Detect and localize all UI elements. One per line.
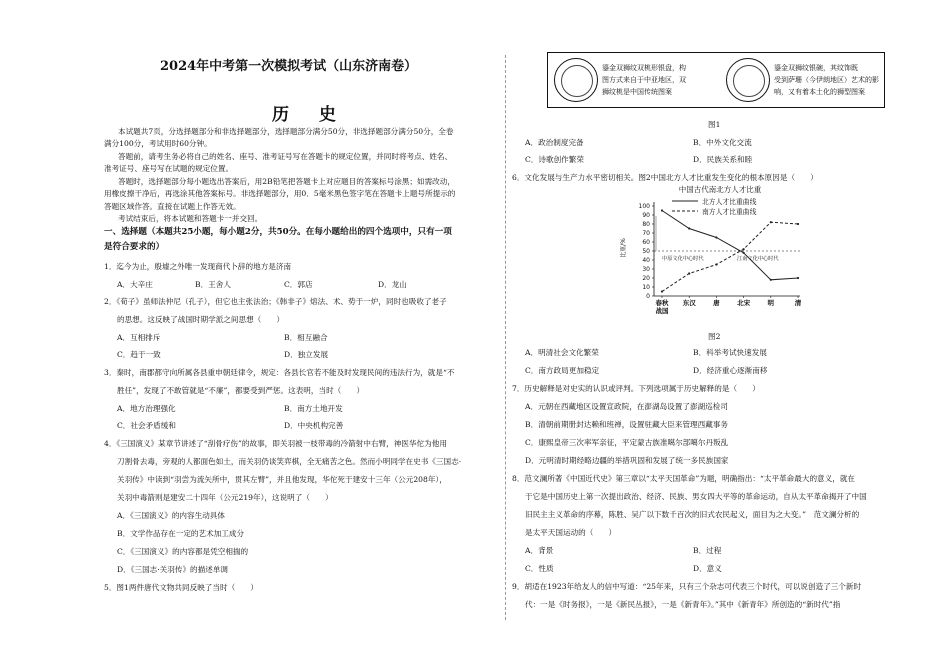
y-tick-label: 70 — [642, 230, 650, 237]
question-8-stem: 8．范文澜所著《中国近代史》第三章以“太平天国革命”为题，明确指出：“太平革命最大的意义，就在 — [512, 474, 856, 483]
y-tick-label: 40 — [642, 257, 650, 264]
option: D．民族关系和睦 — [693, 155, 753, 164]
section-heading: 是符合要求的） — [104, 242, 165, 252]
figure-1-text: 鎏金双狮纹双桃形银盘，构 — [602, 64, 686, 72]
option: A．政治制度完备 — [525, 138, 584, 147]
instruction-line: 考试结束后，将本试题和答题卡一并交回。 — [118, 214, 263, 223]
x-tick-label: 春秋 — [655, 299, 669, 307]
south-series-point — [661, 290, 663, 292]
instruction-line: 答题区域作答。直接在试题上作答无效。 — [104, 202, 241, 211]
figure-1-text: 鎏金双狮纹银碗，其纹饰既 — [774, 64, 858, 72]
option: A．互相排斥 — [117, 333, 161, 342]
north-series-point — [797, 277, 799, 279]
option: D．《三国志·关羽传》的描述单调 — [117, 565, 229, 574]
option: B．中外文化交流 — [693, 138, 752, 147]
x-tick-label: 清 — [794, 299, 802, 307]
y-tick-label: 10 — [642, 284, 650, 291]
y-tick-label: 0 — [646, 293, 650, 300]
option: D．元明清时期经略边疆的举措巩固和发展了统一多民族国家 — [525, 456, 729, 465]
question-9-stem: 9．胡适在1923年给友人的信中写道：“25年来，只有三个杂志可代表三个时代，可以说创造了三个新时 — [512, 582, 862, 591]
question-4-stem: 4．《三国演义》某章节讲述了“刮骨疗伤”的故事，即关羽被一枝带毒的冷箭射中右臂，神医华佗为他用 — [104, 439, 447, 448]
column-divider — [505, 55, 506, 620]
option: B．过程 — [693, 546, 722, 555]
chart-title: 中国古代南北方人才比重 — [678, 185, 762, 194]
silver-plate-image — [554, 58, 598, 102]
option: A．元朝在西藏地区设置宣政院，在澎湖岛设置了澎湖巡检司 — [525, 402, 728, 411]
annotation-north: 中原文化中心时代 — [662, 256, 704, 262]
section-heading: 一、选择题（本题共25小题，每小题2分，共50分。在每小题给出的四个选项中，只有一项 — [104, 227, 452, 237]
instruction-line: 答题时，选择题部分每小题选出答案后，用2B铅笔把答题卡上对应题目的答案标号涂黑；如需改动， — [118, 177, 455, 186]
instruction-line: 用橡皮擦干净后，再选涂其他答案标号。非选择题部分，用0．5毫米黑色签字笔在答题卡上题号所提示的 — [104, 189, 456, 198]
figure-1-text: 狮纹桃是中国传统图案 — [602, 88, 672, 96]
option: C．郭店 — [284, 280, 313, 289]
y-tick-label: 80 — [642, 221, 650, 228]
x-tick-label: 战国 — [655, 307, 669, 315]
option: A．明清社会文化繁荣 — [525, 348, 599, 357]
south-series-point — [797, 223, 799, 225]
option: A．大辛庄 — [117, 280, 153, 289]
x-tick-label: 明 — [767, 299, 775, 307]
x-tick-label: 北宋 — [737, 299, 751, 307]
question-3-stem: 胜任”，发现了不敢管就是“不廉”，都要受到严惩。这表明，当时（ ） — [117, 386, 365, 395]
question-4-stem: 关羽中毒箭则是建安二十四年（公元219年），这说明了（ ） — [117, 493, 333, 502]
y-tick-label: 90 — [642, 212, 650, 219]
option: D．独立发展 — [284, 350, 329, 359]
figure-1-text: 响，又有着本土化的狮型图案 — [774, 88, 865, 96]
south-series-point — [770, 221, 772, 223]
instruction-line: 准考证号、座号写在试题的规定位置。 — [104, 164, 234, 173]
legend-north-label: 北方人才比重曲线 — [702, 198, 757, 206]
north-series-point — [715, 236, 717, 238]
option: A．背景 — [525, 546, 554, 555]
option: B．文学作品存在一定的艺术加工成分 — [117, 529, 245, 538]
figure-1-text: 受到萨珊（今伊朗地区）艺术的影 — [774, 76, 879, 84]
y-tick-label: 100 — [638, 203, 650, 210]
subject-title: 历 史 — [272, 105, 348, 125]
question-8-stem: 旧民主主义革命的序幕，陈胜、吴广以下数千百次的旧式农民起义，面目为之大变。” 范文澜分析的 — [525, 510, 860, 519]
option: B．清朝前期册封达赖和班禅，设置驻藏大臣来管理西藏事务 — [525, 420, 729, 429]
figure-1-text: 图方式来自于中亚地区，双 — [602, 76, 686, 84]
question-2-stem: 的思想。这反映了战国时期学派之间思想（ ） — [117, 315, 285, 324]
x-tick-label: 东汉 — [682, 299, 696, 307]
option: D．经济重心逐渐南移 — [693, 366, 768, 375]
figure-1-caption: 图1 — [708, 120, 721, 129]
y-axis-label: 比重/% — [620, 238, 627, 258]
legend-south-label: 南方人才比重曲线 — [702, 208, 757, 216]
silver-bowl-image — [726, 58, 770, 102]
option: A．地方治理强化 — [117, 404, 176, 413]
north-series-point — [770, 279, 772, 281]
question-9-stem: 代：一是《时务报》，一是《新民丛报》，一是《新青年》。”其中《新青年》所创造的“新时代”指 — [525, 600, 841, 609]
question-4-stem: 刀割骨去毒，旁观的人都面色如土，而关羽仍谈笑弈棋，全无痛苦之色。然而小明同学在史书《三国志· — [117, 457, 462, 466]
question-4-stem: 关羽传》中读到“羽尝为流矢所中，贯其左臂”，并且他发现，华佗死于建安十三年（公元208年）， — [117, 475, 447, 484]
option: A．《三国演义》的内容生动具体 — [117, 511, 225, 520]
instruction-line: 答题前，请考生务必将自己的姓名、座号、准考证号写在答题卡的规定位置，并同时将考点、姓名、 — [118, 152, 453, 161]
question-6-stem: 6．文化发展与生产力水平密切相关。图2中国北方人才比重发生变化的根本原因是（ ） — [512, 173, 818, 182]
x-tick-label: 唐 — [713, 299, 720, 307]
south-series-point — [688, 272, 690, 274]
question-3-stem: 3．秦时，南郡都守向所属各县重申朝廷律令，规定：各县长官若不能及时发现民间的违法行为，就是“不 — [104, 368, 455, 377]
option: B．王舍人 — [195, 280, 231, 289]
option: C．趋于一致 — [117, 350, 161, 359]
north-series-point — [688, 227, 690, 229]
north-series-point — [743, 252, 745, 254]
y-tick-label: 20 — [642, 275, 650, 282]
south-series-point — [715, 263, 717, 265]
option: C．《三国演义》的内容都是凭空相揣的 — [117, 547, 249, 556]
instruction-line: 满分100分，考试用时60分钟。 — [104, 139, 212, 148]
question-2-stem: 2．《荀子》虽师法仲尼（孔子），但它也主张法治；《韩非子》熔法、术、势于一炉，同时也吸收了老子 — [104, 297, 447, 306]
question-8-stem: 是太平天国运动的（ ） — [525, 528, 617, 537]
question-5-stem: 5．图1两件唐代文物共同反映了当时（ ） — [104, 583, 258, 592]
exam-title: 2024年中考第一次模拟考试（山东济南卷） — [160, 59, 418, 74]
figure-2-caption: 图2 — [708, 332, 721, 341]
annotation-south: 江南文化中心时代 — [737, 256, 779, 262]
y-tick-label: 30 — [642, 266, 650, 273]
option: C．诗歌创作繁荣 — [525, 155, 584, 164]
north-series-point — [661, 209, 663, 211]
y-tick-label: 50 — [642, 248, 650, 255]
question-7-stem: 7．历史解释是对史实的认识或评判。下列选项属于历史解释的是（ ） — [512, 384, 760, 393]
question-1-stem: 1．迄今为止，殷墟之外唯一发现商代卜辞的地方是济南 — [104, 262, 292, 271]
north-series-line — [662, 211, 798, 280]
question-8-stem: 于它是中国历史上第一次提出政治、经济、民族、男女四大平等的革命运动，自从太平革命揭开了中国 — [525, 492, 867, 501]
figure-2-chart — [620, 184, 810, 316]
south-series-point — [743, 248, 745, 250]
option: C．南方政局更加稳定 — [525, 366, 600, 375]
option: D．龙山 — [378, 280, 407, 289]
option: C．性质 — [525, 564, 554, 573]
option: C．社会矛盾缓和 — [117, 421, 176, 430]
option: B．南方土地开发 — [284, 404, 343, 413]
option: B．相互融合 — [284, 333, 328, 342]
figure-1 — [547, 52, 885, 108]
instruction-line: 本试题共7页，分选择题部分和非选择题部分，选择题部分满分50分，非选择题部分满分50分，全卷 — [118, 127, 454, 136]
option: C．康熙皇帝三次率军亲征，平定蒙古族准噶尔部噶尔丹叛乱 — [525, 438, 729, 447]
y-tick-label: 60 — [642, 239, 650, 246]
option: B．科举考试快速发展 — [693, 348, 767, 357]
option: D．意义 — [693, 564, 722, 573]
option: D．中央机构完善 — [284, 421, 344, 430]
